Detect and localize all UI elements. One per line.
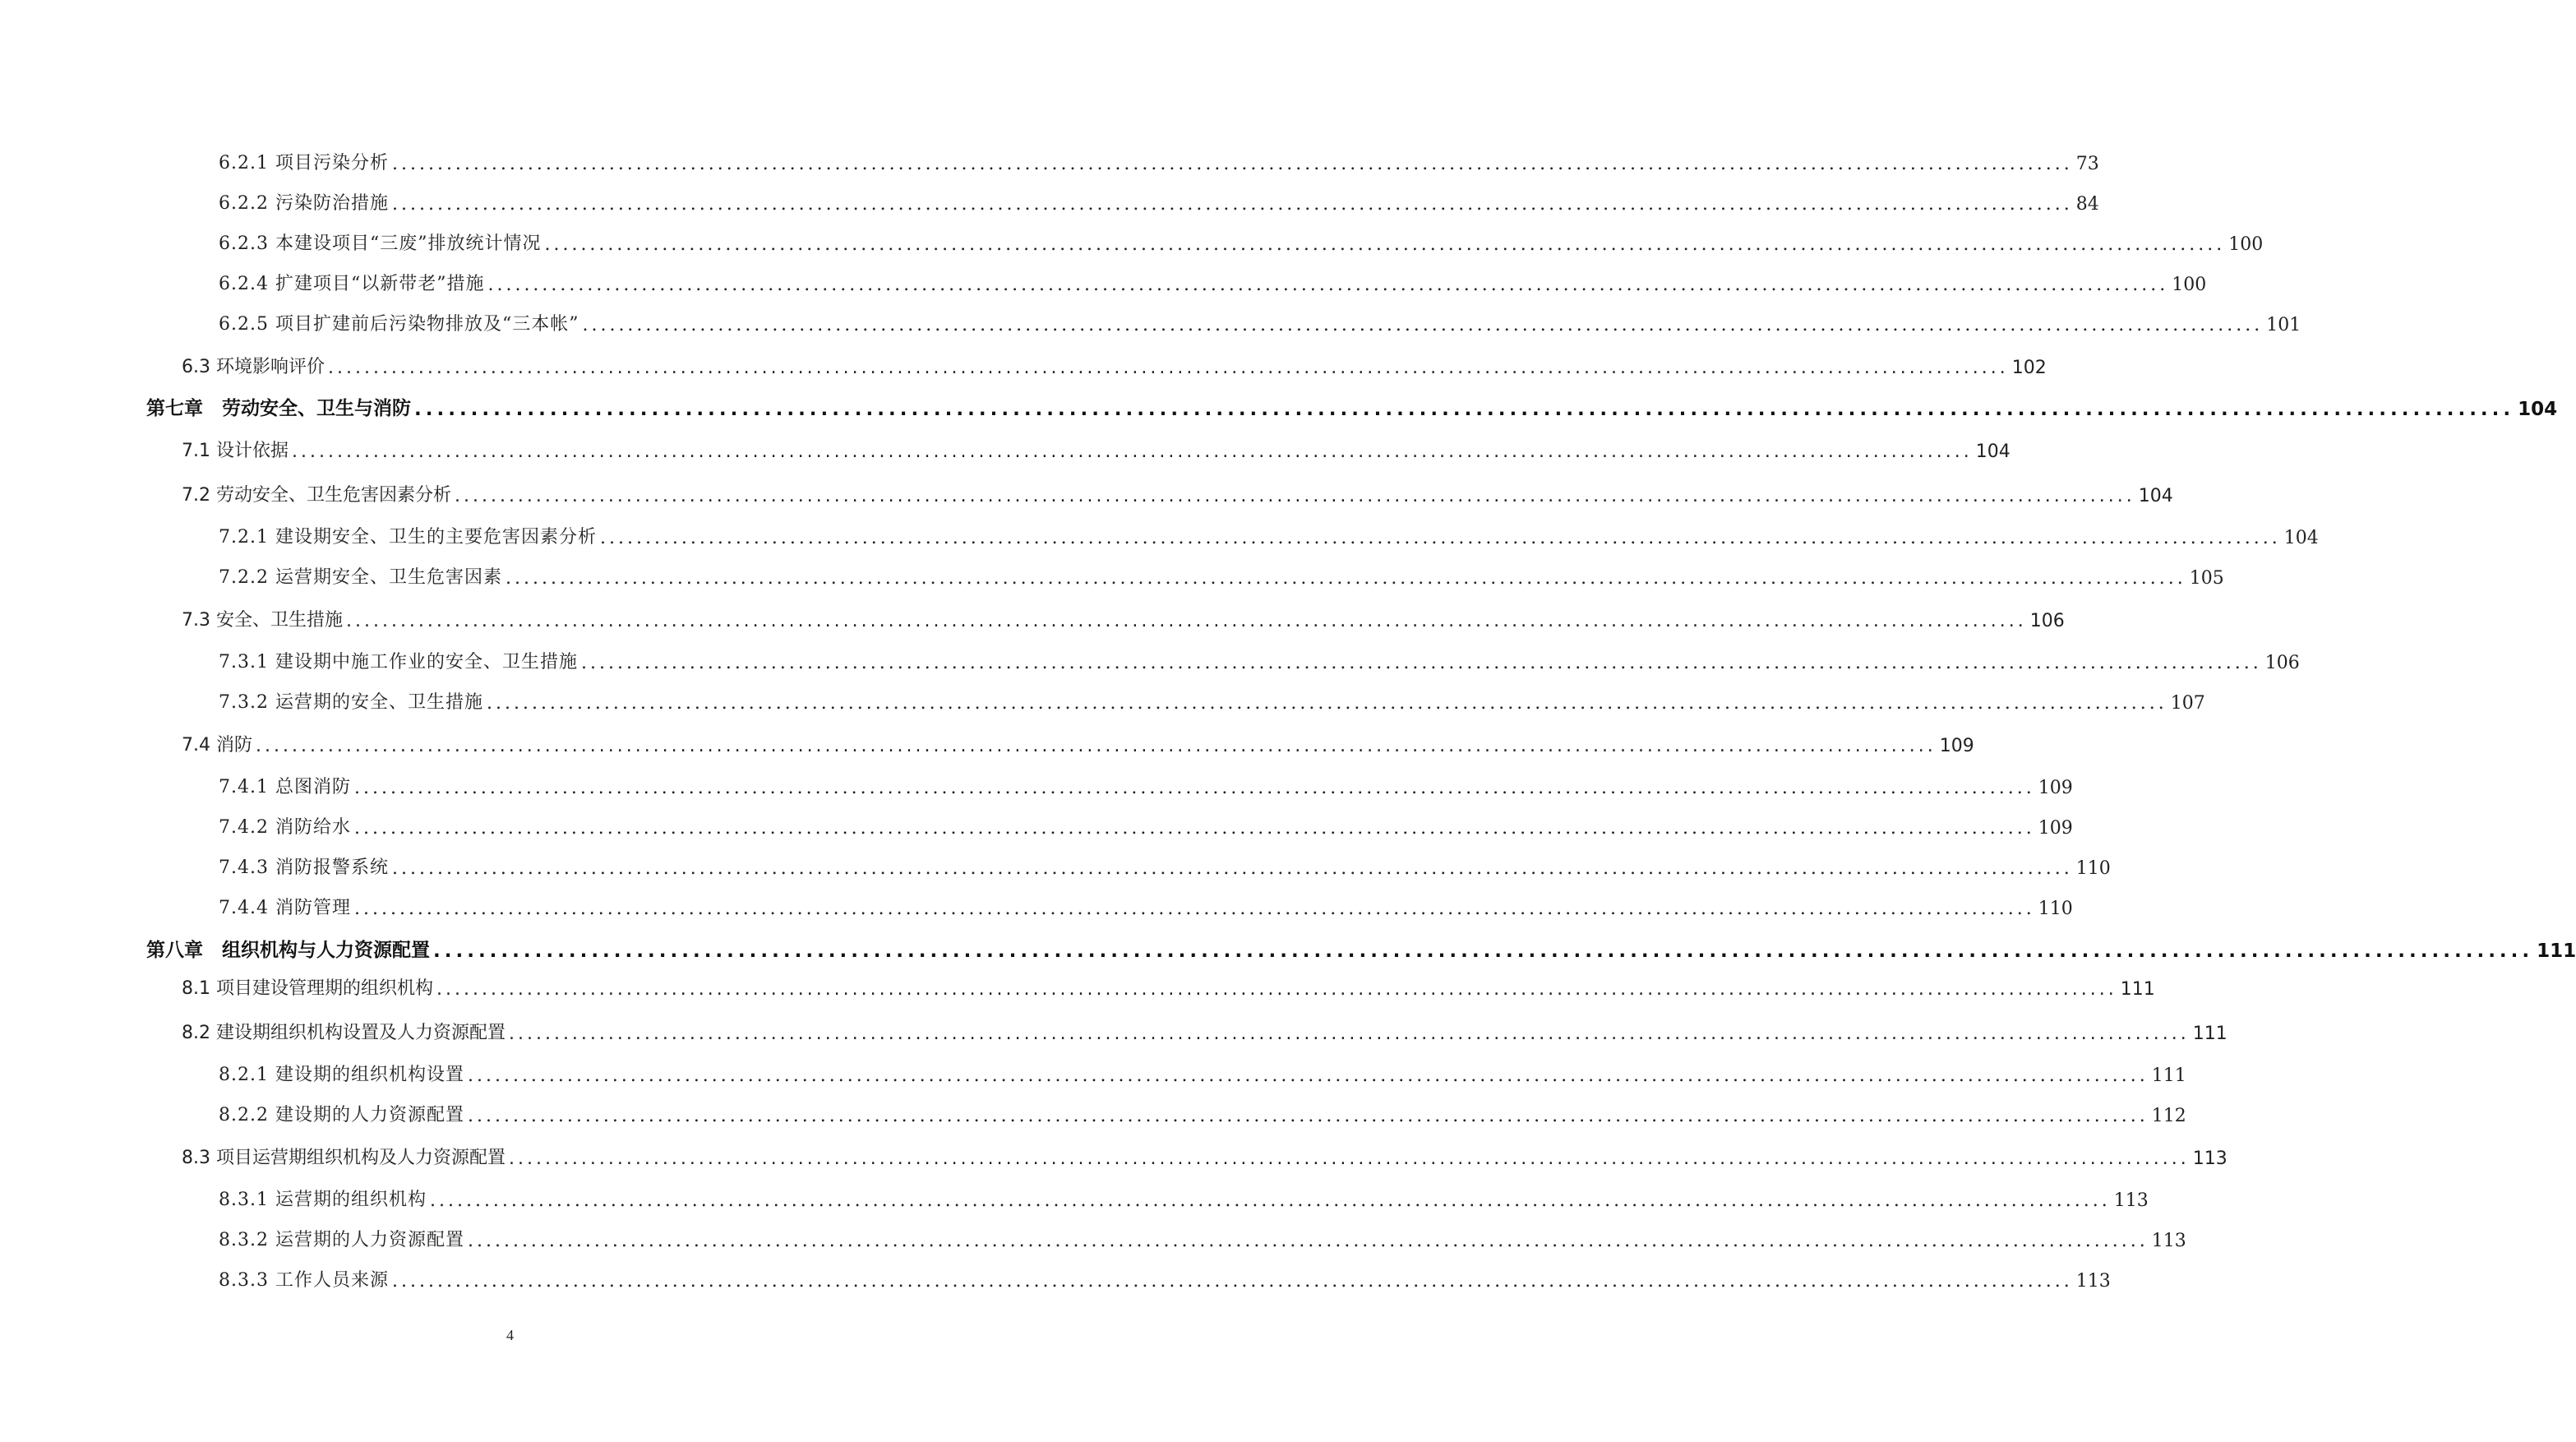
toc-entry[interactable] xyxy=(219,267,2207,295)
toc-entry-page: 110 xyxy=(2075,858,2111,879)
toc-entry-page: 100 xyxy=(2228,234,2264,255)
dot-leader: .......................................................................................................................................................................................... xyxy=(454,486,2135,506)
toc-entry[interactable] xyxy=(219,811,2073,839)
toc-entry-title: 7.2.1 建设期安全、卫生的主要危害因素分析 xyxy=(219,527,597,548)
toc-entry-page: 104 xyxy=(2283,528,2319,548)
page-number: 4 xyxy=(506,1327,514,1343)
toc-entry-title: 6.3 环境影响评价 xyxy=(182,357,325,377)
toc-entry-page: 107 xyxy=(2170,693,2205,714)
toc-entry[interactable] xyxy=(219,561,2224,589)
toc-entry-title: 7.4 消防 xyxy=(182,735,252,756)
dot-leader: .......................................................................................................................................................................................... xyxy=(599,528,2281,548)
toc-entry-title: 7.2.2 运营期安全、卫生危害因素 xyxy=(219,567,502,588)
toc-entry[interactable] xyxy=(219,770,2073,798)
toc-entry-title: 7.3.2 运营期的安全、卫生措施 xyxy=(219,692,483,713)
toc-entry-page: 104 xyxy=(2138,486,2173,506)
toc-entry-title: 7.4.1 总图消防 xyxy=(219,777,351,797)
toc-entry-title: 8.3.2 运营期的人力资源配置 xyxy=(219,1230,464,1250)
toc-entry-page: 104 xyxy=(1975,441,2010,462)
dot-leader: .......................................................................................................................................................................................... xyxy=(487,275,2169,295)
toc-entry[interactable] xyxy=(219,645,2300,673)
toc-entry-page: 104 xyxy=(2518,399,2558,420)
toc-entry[interactable] xyxy=(219,891,2073,919)
toc-entry[interactable] xyxy=(182,728,1974,756)
dot-leader: .......................................................................................................................................................................................... xyxy=(353,778,2035,798)
toc-entry[interactable] xyxy=(182,478,2173,506)
toc-entry-page: 113 xyxy=(2075,1271,2111,1292)
dot-leader: .......................................................................................................................................................................................... xyxy=(508,1024,2190,1044)
toc-entry-title: 6.2.5 项目扩建前后污染物排放及“三本帐” xyxy=(219,314,579,335)
toc-entry[interactable] xyxy=(182,1016,2227,1044)
toc-entry-title: 7.4.4 消防管理 xyxy=(219,898,351,918)
toc-entry-page: 106 xyxy=(2029,611,2065,631)
toc-entry[interactable] xyxy=(219,851,2111,879)
toc-entry-title: 6.2.2 污染防治措施 xyxy=(219,193,389,214)
toc-entry-title: 8.2.1 建设期的组织机构设置 xyxy=(219,1065,464,1085)
toc-entry-title: 8.2.2 建设期的人力资源配置 xyxy=(219,1105,464,1125)
toc-entry-page: 73 xyxy=(2075,154,2099,174)
dot-leader: .......................................................................................................................................................................................... xyxy=(345,611,2027,631)
toc-entry-title: 6.2.3 本建设项目“三废”排放统计情况 xyxy=(219,233,542,254)
dot-leader: .......................................................................................................................................................................................... xyxy=(353,818,2035,839)
dot-leader: .......................................................................................................................................................................................... xyxy=(255,736,1937,756)
dot-leader: .......................................................................................................................................................................................... xyxy=(429,1190,2111,1211)
dot-leader: .......................................................................................................................................................................................... xyxy=(436,979,2117,1000)
toc-entry-page: 111 xyxy=(2192,1024,2227,1044)
toc-entry-title: 8.1 项目建设管理期的组织机构 xyxy=(182,978,433,999)
toc-entry[interactable] xyxy=(219,227,2264,255)
toc-entry[interactable] xyxy=(182,1141,2227,1169)
toc-entry-page: 113 xyxy=(2151,1231,2186,1251)
toc-entry[interactable] xyxy=(219,520,2319,548)
toc-entry-title: 8.3 项目运营期组织机构及人力资源配置 xyxy=(182,1148,506,1168)
toc-entry-title: 8.3.1 运营期的组织机构 xyxy=(219,1190,427,1210)
toc-entry[interactable] xyxy=(182,434,2010,462)
dot-leader: .......................................................................................................................................................................................... xyxy=(327,358,2009,378)
toc-entry-page: 113 xyxy=(2192,1149,2227,1169)
toc-entry-title: 8.2 建设期组织机构设置及人力资源配置 xyxy=(182,1023,506,1043)
toc-entry-title: 7.3.1 建设期中施工作业的安全、卫生措施 xyxy=(219,652,578,672)
toc-entry-title: 第八章 组织机构与人力资源配置 xyxy=(146,940,430,961)
toc-chapter[interactable] xyxy=(146,934,2576,962)
dot-leader: .......................................................................................................................................................................................... xyxy=(414,399,2515,420)
toc-entry[interactable] xyxy=(219,1223,2186,1251)
dot-leader: .......................................................................................................................................................................................... xyxy=(391,194,2073,215)
toc-entry[interactable] xyxy=(219,146,2099,174)
toc-entry[interactable] xyxy=(182,350,2047,378)
toc-entry-page: 112 xyxy=(2151,1106,2186,1126)
toc-entry-page: 100 xyxy=(2172,275,2207,295)
toc-entry[interactable] xyxy=(219,1098,2186,1126)
toc-entry-page: 111 xyxy=(2120,979,2155,1000)
dot-leader: .......................................................................................................................................................................................... xyxy=(580,653,2262,673)
toc-entry[interactable] xyxy=(182,603,2065,631)
toc-entry-title: 第七章 劳动安全、卫生与消防 xyxy=(146,398,411,419)
dot-leader: .......................................................................................................................................................................................... xyxy=(391,858,2073,879)
toc-entry-page: 106 xyxy=(2264,653,2300,673)
toc-entry-page: 109 xyxy=(2038,818,2073,839)
toc-entry-page: 102 xyxy=(2011,358,2047,378)
toc-entry-page: 109 xyxy=(1939,736,1974,756)
toc-entry[interactable] xyxy=(219,1183,2149,1211)
dot-leader: .......................................................................................................................................................................................... xyxy=(467,1106,2149,1126)
dot-leader: .......................................................................................................................................................................................... xyxy=(505,568,2186,589)
toc-entry-page: 111 xyxy=(2537,941,2576,962)
dot-leader: .......................................................................................................................................................................................... xyxy=(291,441,1973,462)
toc-entry-title: 6.2.1 项目污染分析 xyxy=(219,153,389,173)
dot-leader: .......................................................................................................................................................................................... xyxy=(353,899,2035,919)
toc-chapter[interactable] xyxy=(146,392,2558,420)
dot-leader: .......................................................................................................................................................................................... xyxy=(467,1065,2149,1086)
dot-leader: .......................................................................................................................................................................................... xyxy=(508,1149,2190,1169)
toc-entry[interactable] xyxy=(219,686,2205,714)
toc-entry-page: 105 xyxy=(2189,568,2224,589)
dot-leader: .......................................................................................................................................................................................... xyxy=(582,315,2264,335)
toc-entry-title: 7.4.2 消防给水 xyxy=(219,817,351,838)
toc-entry-page: 109 xyxy=(2038,778,2073,798)
toc-entry[interactable] xyxy=(219,307,2301,335)
toc-entry-page: 110 xyxy=(2038,899,2073,919)
dot-leader: .......................................................................................................................................................................................... xyxy=(544,234,2226,255)
toc-entry-title: 7.2 劳动安全、卫生危害因素分析 xyxy=(182,485,451,506)
dot-leader: .......................................................................................................................................................................................... xyxy=(391,1271,2073,1292)
dot-leader: .......................................................................................................................................................................................... xyxy=(486,693,2167,714)
dot-leader: .......................................................................................................................................................................................... xyxy=(391,154,2073,174)
toc-entry[interactable] xyxy=(219,1058,2186,1086)
toc-entry[interactable] xyxy=(182,972,2155,1000)
toc-entry-page: 101 xyxy=(2266,315,2301,335)
toc-entry-title: 7.1 设计依据 xyxy=(182,441,289,461)
toc-entry[interactable] xyxy=(219,1264,2111,1292)
toc-entry-title: 8.3.3 工作人员来源 xyxy=(219,1270,389,1291)
toc-entry-title: 6.2.4 扩建项目“以新带老”措施 xyxy=(219,274,485,294)
toc-entry-page: 84 xyxy=(2075,194,2099,215)
toc-entry-title: 7.3 安全、卫生措施 xyxy=(182,610,343,631)
toc-entry-title: 7.4.3 消防报警系统 xyxy=(219,857,389,878)
dot-leader: .......................................................................................................................................................................................... xyxy=(467,1231,2149,1251)
toc-entry[interactable] xyxy=(219,187,2099,215)
dot-leader: .......................................................................................................................................................................................... xyxy=(433,941,2534,962)
toc-entry-page: 113 xyxy=(2113,1190,2149,1211)
toc-entry-page: 111 xyxy=(2151,1065,2186,1086)
